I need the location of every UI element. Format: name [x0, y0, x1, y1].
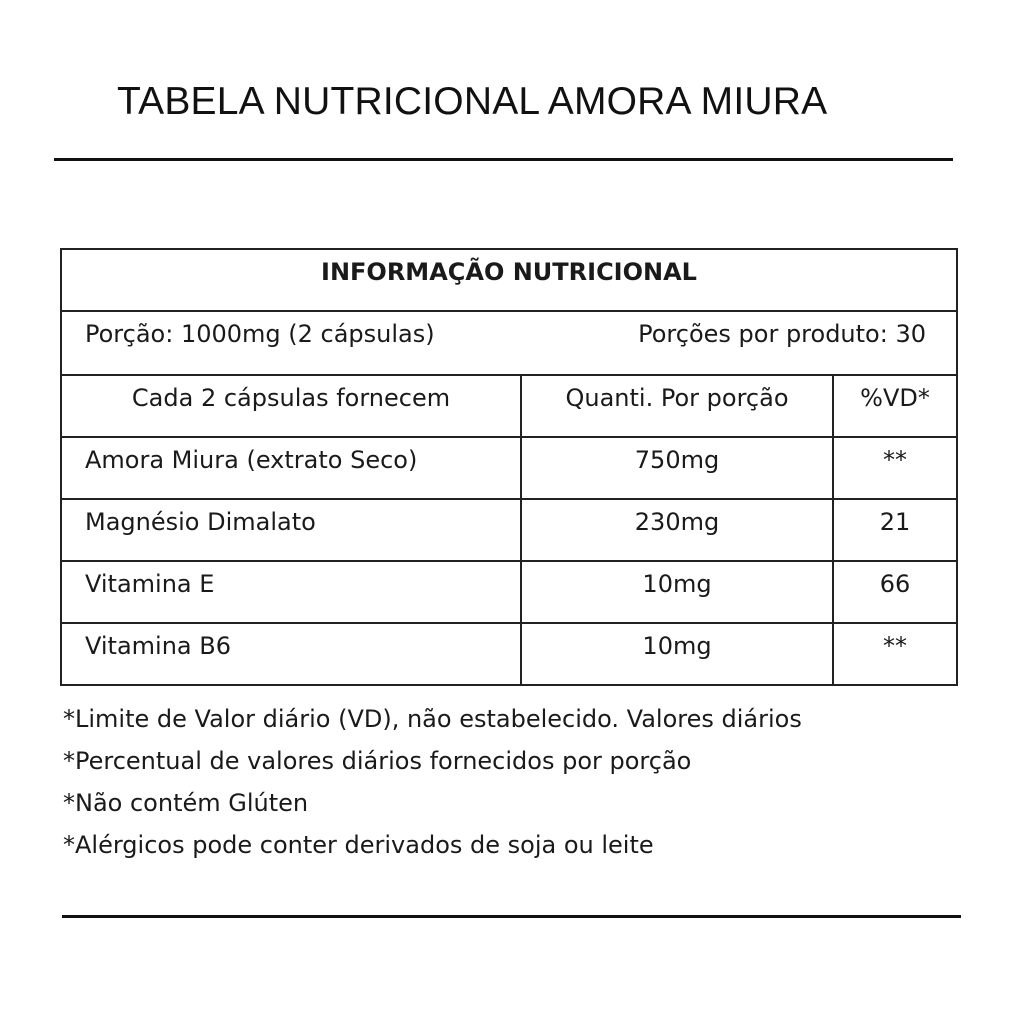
table-row [61, 623, 957, 685]
nutrient-amount: 230mg [521, 499, 833, 561]
nutrient-amount: 750mg [521, 437, 833, 499]
nutrient-name: Magnésio Dimalato [61, 499, 521, 561]
column-header-row [61, 375, 957, 437]
portion-size: Porção: 1000mg (2 cápsulas) [85, 320, 435, 348]
nutrient-vd: ** [833, 437, 957, 499]
table-row [61, 561, 957, 623]
nutrient-name: Vitamina B6 [61, 623, 521, 685]
column-header-vd: %VD* [833, 375, 957, 437]
portion-row [61, 311, 957, 375]
nutrient-amount: 10mg [521, 561, 833, 623]
page-title: TABELA NUTRICIONAL AMORA MIURA [117, 80, 828, 123]
nutrient-name: Vitamina E [61, 561, 521, 623]
footnote: *Alérgicos pode conter derivados de soja ou leite [63, 831, 654, 859]
nutrition-table [60, 248, 958, 686]
nutrient-vd: 21 [833, 499, 957, 561]
portion-cell [61, 311, 957, 375]
portions-per-product: Porções por produto: 30 [638, 320, 926, 348]
column-header-nutrient: Cada 2 cápsulas fornecem [61, 375, 521, 437]
table-row [61, 437, 957, 499]
table-row [61, 499, 957, 561]
top-divider [54, 158, 953, 161]
nutrient-name: Amora Miura (extrato Seco) [61, 437, 521, 499]
footnote: *Limite de Valor diário (VD), não estabelecido. Valores diários [63, 705, 802, 733]
table-heading: INFORMAÇÃO NUTRICIONAL [321, 258, 697, 286]
footnote: *Percentual de valores diários fornecidos por porção [63, 747, 692, 775]
nutrient-vd: ** [833, 623, 957, 685]
footnotes [63, 698, 802, 866]
nutrient-vd: 66 [833, 561, 957, 623]
nutrient-amount: 10mg [521, 623, 833, 685]
table-heading-cell [61, 249, 957, 311]
column-header-amount: Quanti. Por porção [521, 375, 833, 437]
table-heading-row [61, 249, 957, 311]
bottom-divider [62, 915, 961, 918]
footnote: *Não contém Glúten [63, 789, 309, 817]
